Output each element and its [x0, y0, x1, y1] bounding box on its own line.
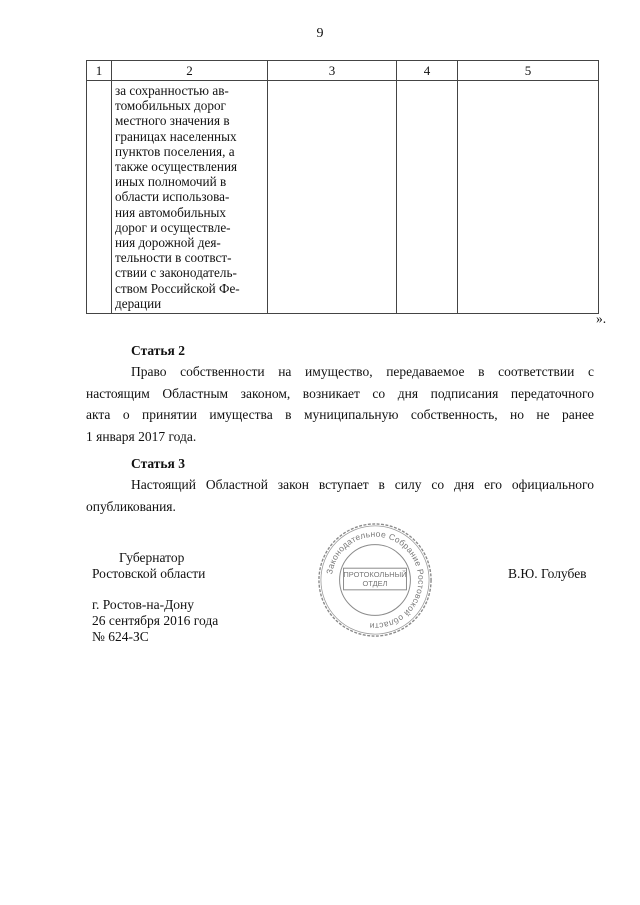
- law-number: № 624-ЗС: [92, 629, 149, 644]
- cell-line: также осуществления: [115, 159, 238, 175]
- signature-position-region: Ростовской области: [92, 566, 206, 581]
- cell-line: тельности в соотвст-: [115, 250, 232, 266]
- cell-line: пунктов поселения, а: [115, 143, 235, 159]
- signatory-name: В.Ю. Голубев: [508, 566, 587, 581]
- article-2-title: Статья 2: [131, 343, 185, 358]
- text-line: 1 января 2017 года.: [86, 428, 197, 444]
- signing-date: 26 сентября 2016 года: [92, 613, 219, 628]
- cell-line: области использова-: [115, 189, 230, 205]
- header-cell-3: 3: [268, 61, 397, 81]
- article-3-title: Статья 3: [131, 456, 185, 471]
- cell-line: дорог и осуществле-: [115, 219, 231, 235]
- cell-line: ния дорожной дея-: [115, 235, 221, 251]
- cell-line: границах населенных: [115, 128, 237, 144]
- article-3-text: [86, 474, 594, 517]
- table-row: [87, 81, 599, 314]
- closing-quote: ».: [596, 311, 607, 326]
- cell-line: местного значения в: [115, 113, 230, 129]
- cell-line: ством Российской Фе-: [115, 280, 240, 296]
- signature-position-title: Губернатор: [119, 550, 185, 565]
- cell-text: [112, 81, 267, 313]
- page-number: 9: [316, 26, 324, 41]
- continuation-table: [86, 60, 599, 314]
- header-cell-2: 2: [112, 61, 268, 81]
- cell-line: дерации: [115, 295, 162, 311]
- text-line: акта о принятии имущества в муниципальную собственность, но не ранее: [86, 407, 594, 422]
- cell-line: иных полномочий в: [115, 174, 227, 190]
- table-cell-3: [268, 81, 397, 314]
- table-cell-1: [87, 81, 112, 314]
- stamp-seal: [316, 521, 434, 639]
- text-line: Настоящий Областной закон вступает в силу со дня его официального: [131, 477, 594, 492]
- header-cell-1: 1: [87, 61, 112, 81]
- table-cell-2: [112, 81, 268, 314]
- table-cell-5: [458, 81, 599, 314]
- article-2-text: [86, 361, 594, 447]
- text-line: Право собственности на имущество, передаваемое в соответствии с: [131, 364, 594, 379]
- header-cell-5: 5: [458, 61, 599, 81]
- header-cell-4: 4: [397, 61, 458, 81]
- table-header-row: [87, 61, 599, 81]
- cell-line: за сохранностью ав-: [115, 83, 229, 98]
- text-line: опубликования.: [86, 498, 176, 514]
- stamp-ring-text: Законодательное Собрание Ростовской области: [324, 528, 427, 632]
- cell-line: ствии с законодатель-: [115, 265, 237, 281]
- stamp-center-line-1: ПРОТОКОЛЬНЫЙ: [343, 570, 407, 580]
- stamp-center-line-2: ОТДЕЛ: [362, 578, 388, 588]
- cell-line: томобильных дорог: [115, 98, 226, 114]
- table-cell-4: [397, 81, 458, 314]
- text-line: настоящим Областным законом, возникает со дня подписания передаточного: [86, 385, 594, 401]
- cell-line: ния автомобильных: [115, 204, 226, 220]
- signing-city: г. Ростов-на-Дону: [92, 597, 195, 612]
